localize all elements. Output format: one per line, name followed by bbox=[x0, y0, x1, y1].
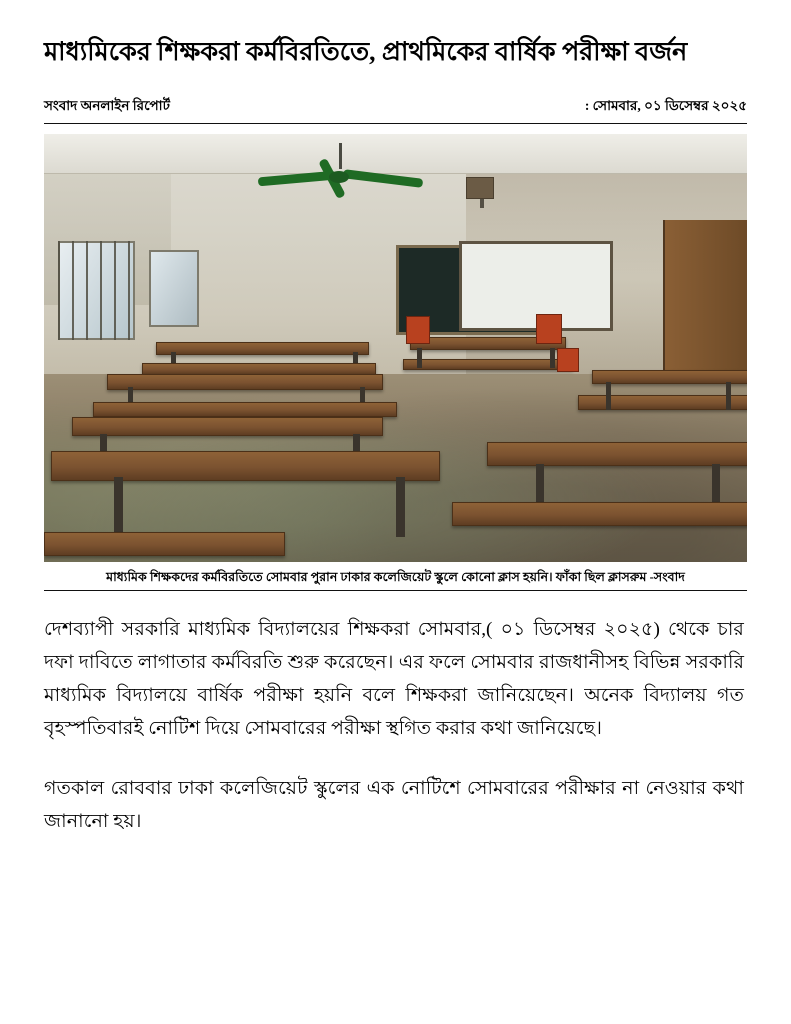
photo-ceiling bbox=[44, 134, 747, 174]
ceiling-fan-hub bbox=[329, 171, 349, 183]
bench-desk bbox=[51, 451, 440, 481]
bench-leg bbox=[606, 382, 611, 410]
bench-desk bbox=[72, 417, 383, 436]
bench-seat bbox=[452, 502, 747, 525]
bench-leg bbox=[550, 348, 555, 368]
article-paragraph: দেশব্যাপী সরকারি মাধ্যমিক বিদ্যালয়ের শিক্ষকরা সোমবার,( ০১ ডিসেম্বর ২০২৫) থেকে চার দফা দাবিতে লাগাতার কর্মবিরতি শুরু করেছেন। এর ফলে সোমবার রাজধানীসহ বিভিন্ন সরকারি মাধ্যমিক বিদ্যালয়ে বার্ষিক পরীক্ষা হয়নি বলে শিক্ষকরা জানিয়েছেন। অনেক বিদ্যালয় গত বৃহস্পতিবারই নোটিশ দিয়ে সোমবারের পরীক্ষা স্থগিত করার কথা জানিয়েছে। bbox=[44, 619, 744, 740]
bench-leg bbox=[114, 477, 123, 537]
classroom-chair bbox=[557, 348, 579, 372]
classroom-window bbox=[149, 250, 198, 327]
window-bars bbox=[58, 241, 135, 339]
bench-desk bbox=[592, 370, 747, 385]
byline-row bbox=[44, 95, 747, 124]
bench-seat bbox=[93, 402, 397, 417]
bench-desk bbox=[487, 442, 747, 465]
bench-desk bbox=[107, 374, 383, 390]
bench-leg bbox=[417, 348, 422, 368]
page-title: মাধ্যমিকের শিক্ষকরা কর্মবিরতিতে, প্রাথমিকের বার্ষিক পরীক্ষা বর্জন bbox=[44, 37, 688, 66]
bench-seat bbox=[44, 532, 285, 555]
wall-speaker-box bbox=[466, 177, 494, 199]
article-figure bbox=[44, 134, 747, 591]
byline-date: : সোমবার, ০১ ডিসেম্বর ২০২৫ bbox=[584, 98, 747, 114]
ceiling-fan-rod bbox=[339, 143, 342, 169]
bench-seat bbox=[578, 395, 747, 410]
bench-leg bbox=[726, 382, 731, 410]
bench-desk bbox=[156, 342, 369, 355]
figure-caption: মাধ্যমিক শিক্ষকদের কর্মবিরতিতে সোমবার পুরান ঢাকার কলেজিয়েট স্কুলে কোনো ক্লাস হয়নি। ফাঁকা ছিল ক্লাসরুম -সংবাদ bbox=[44, 568, 747, 591]
article-body bbox=[44, 613, 744, 837]
classroom-chair bbox=[536, 314, 562, 344]
empty-classroom-photo bbox=[44, 134, 747, 562]
byline-author: সংবাদ অনলাইন রিপোর্ট bbox=[44, 98, 170, 114]
classroom-chair bbox=[406, 316, 430, 344]
bench-seat bbox=[403, 359, 574, 370]
article-paragraph: গতকাল রোববার ঢাকা কলেজিয়েট স্কুলের এক নোটিশে সোমবারের পরীক্ষার না নেওয়ার কথা জানানো হয়। bbox=[44, 777, 744, 832]
article-container bbox=[44, 0, 747, 864]
bench-leg bbox=[396, 477, 405, 537]
classroom-door bbox=[663, 220, 747, 391]
